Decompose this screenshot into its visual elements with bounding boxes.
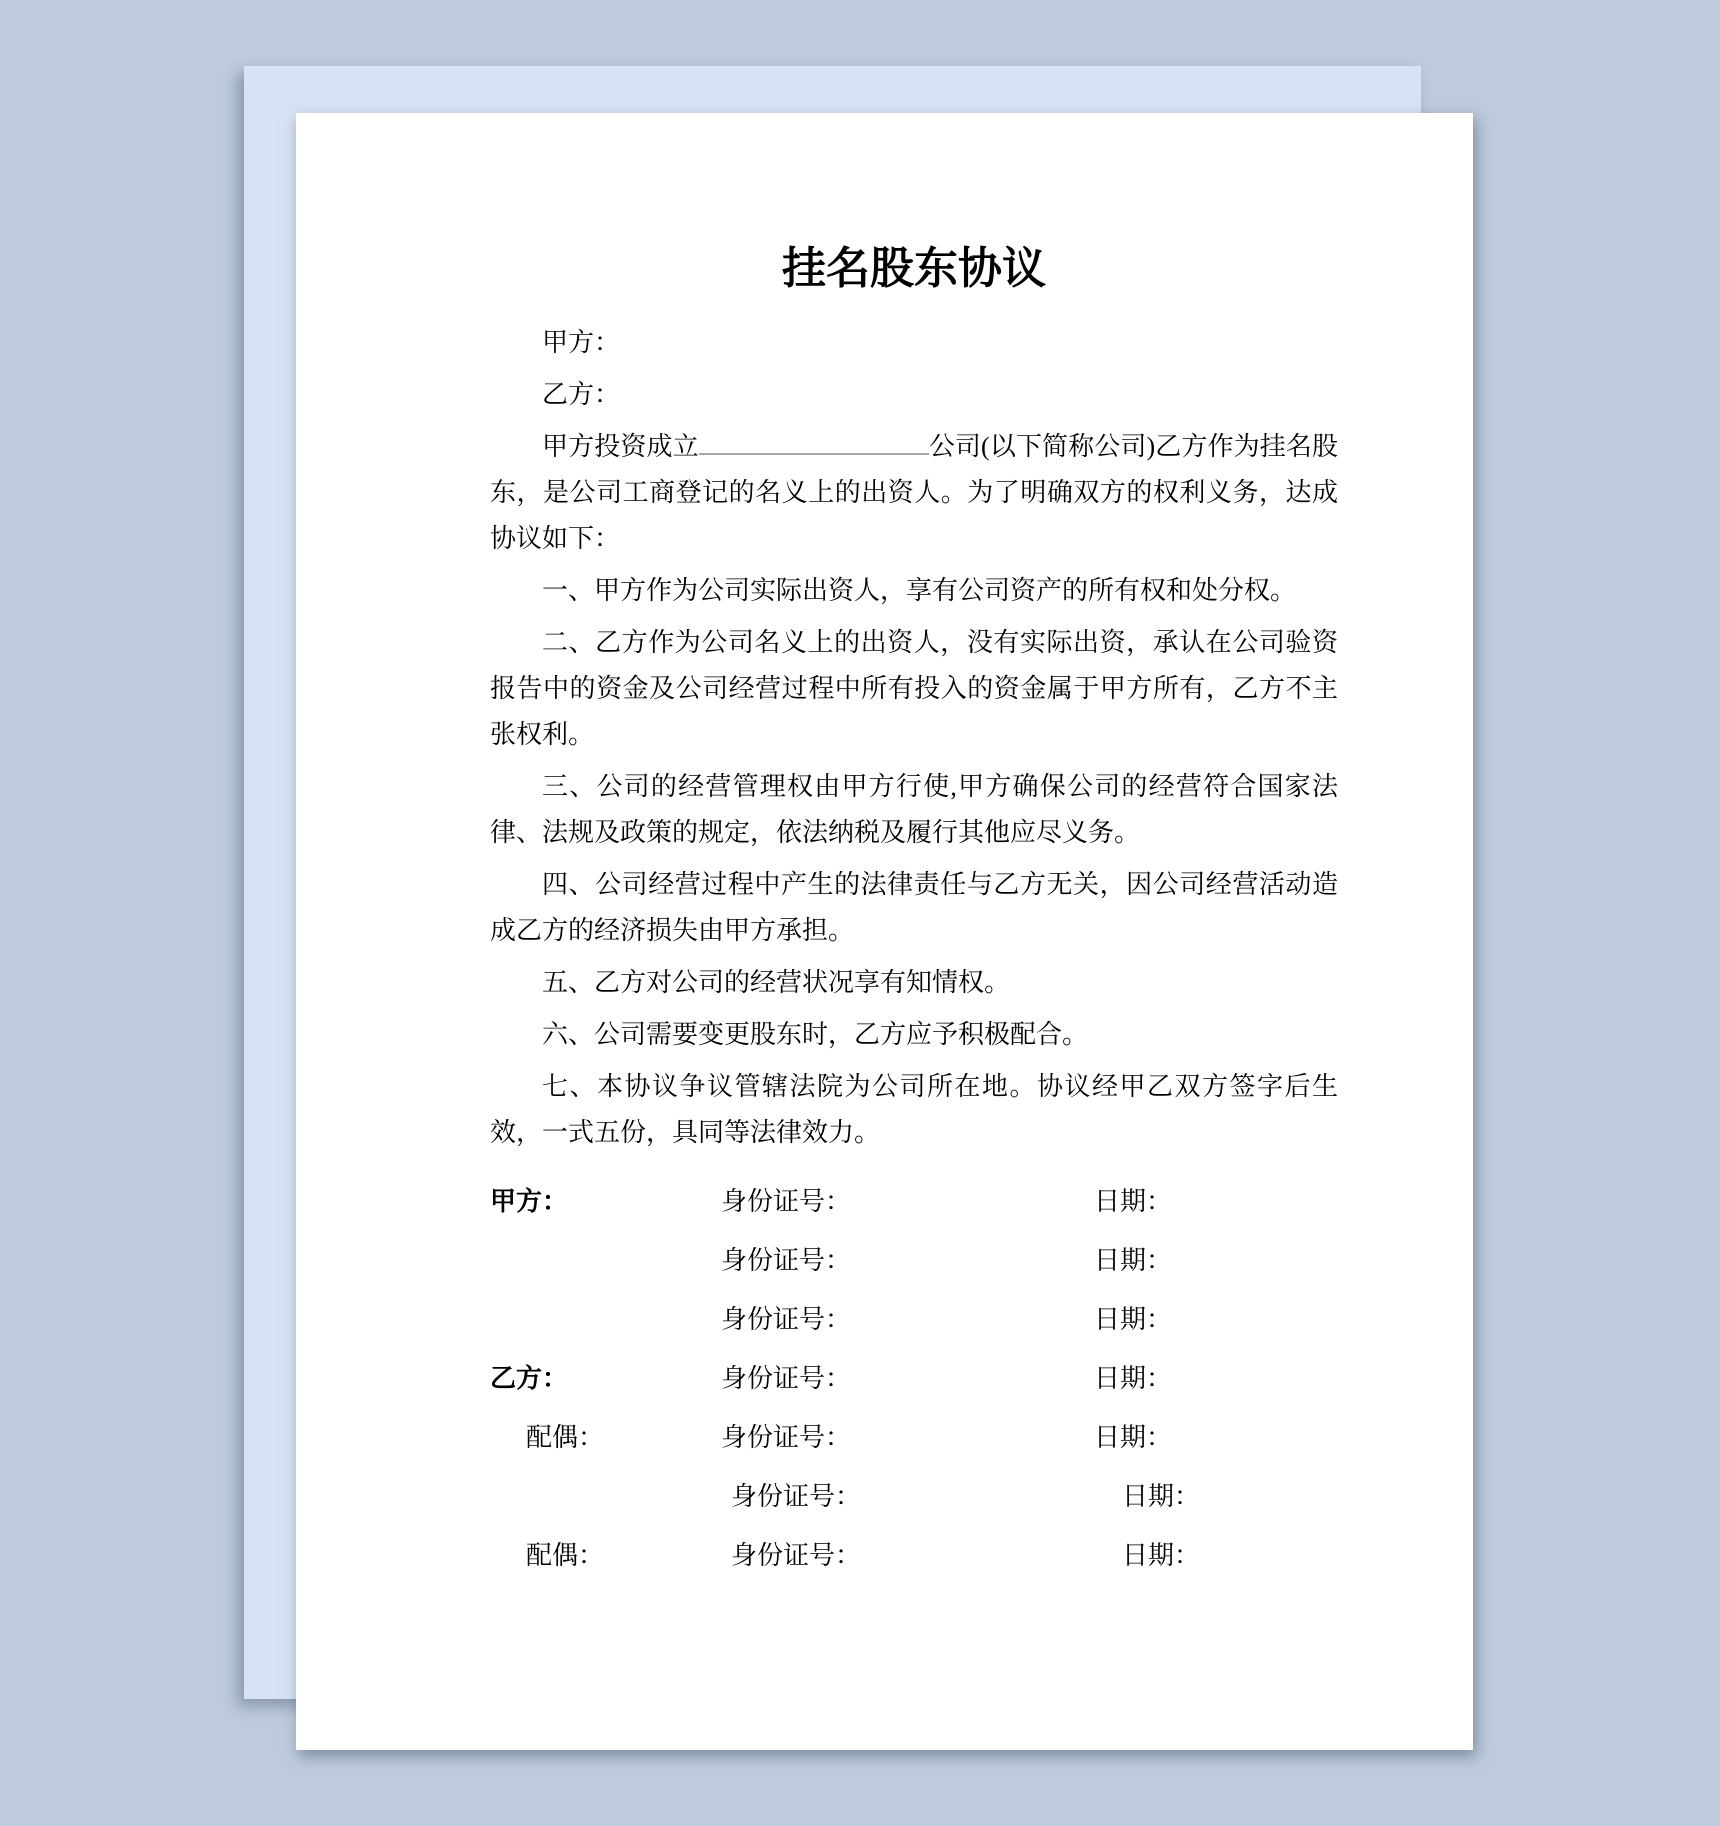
signature-row-party-a [490, 1170, 1338, 1229]
signature-row [490, 1229, 1338, 1288]
date-label: 日期： [1122, 1481, 1201, 1511]
party-b-line: 乙方： [542, 379, 621, 409]
signature-row-spouse [490, 1524, 1338, 1583]
date-label: 日期： [1094, 1422, 1173, 1452]
id-number-label: 身份证号： [721, 1422, 852, 1452]
id-number-label: 身份证号： [731, 1481, 862, 1511]
document-title: 挂名股东协议 [782, 244, 1046, 293]
id-number-label: 身份证号： [721, 1304, 852, 1334]
party-b-signature-label: 乙方： [490, 1362, 569, 1393]
signature-row [490, 1465, 1338, 1524]
clause-4: 四、公司经营过程中产生的法律责任与乙方无关，因公司经营活动造成乙方的经济损失由甲方承担。 [490, 869, 1338, 945]
clause-6: 六、公司需要变更股东时，乙方应予积极配合。 [542, 1019, 1089, 1049]
id-number-label: 身份证号： [731, 1540, 862, 1570]
clause-2: 二、乙方作为公司名义上的出资人，没有实际出资，承认在公司验资报告中的资金及公司经营过程中所有投入的资金属于甲方所有，乙方不主张权利。 [490, 627, 1338, 749]
party-a-line: 甲方： [542, 327, 621, 357]
clause-5: 五、乙方对公司的经营状况享有知情权。 [542, 967, 1011, 997]
company-name-blank-line [699, 427, 929, 455]
document-page [296, 113, 1473, 1750]
date-label: 日期： [1094, 1304, 1173, 1334]
clause-7: 七、本协议争议管辖法院为公司所在地。协议经甲乙双方签字后生效，一式五份，具同等法律效力。 [490, 1071, 1338, 1147]
signature-row-party-b [490, 1347, 1338, 1406]
id-number-label: 身份证号： [721, 1363, 852, 1393]
intro-paragraph [490, 424, 1338, 562]
date-label: 日期： [1094, 1245, 1173, 1275]
intro-post-text: 公司(以下简称公司)乙方作为挂名股东，是公司工商登记的名义上的出资人。为了明确双方的权利义务，达成协议如下： [490, 431, 1338, 553]
intro-pre-text: 甲方投资成立 [542, 431, 699, 461]
signature-row [490, 1288, 1338, 1347]
signature-row-spouse [490, 1406, 1338, 1465]
clause-1: 一、甲方作为公司实际出资人，享有公司资产的所有权和处分权。 [542, 575, 1297, 605]
date-label: 日期： [1122, 1540, 1201, 1570]
party-a-signature-label: 甲方： [490, 1185, 569, 1216]
clause-3: 三、公司的经营管理权由甲方行使,甲方确保公司的经营符合国家法律、法规及政策的规定，依法纳税及履行其他应尽义务。 [490, 771, 1338, 847]
date-label: 日期： [1094, 1363, 1173, 1393]
spouse-signature-label: 配偶： [526, 1540, 605, 1570]
id-number-label: 身份证号： [721, 1186, 852, 1216]
spouse-signature-label: 配偶： [526, 1422, 605, 1452]
signature-block [490, 1170, 1338, 1583]
date-label: 日期： [1094, 1186, 1173, 1216]
id-number-label: 身份证号： [721, 1245, 852, 1275]
